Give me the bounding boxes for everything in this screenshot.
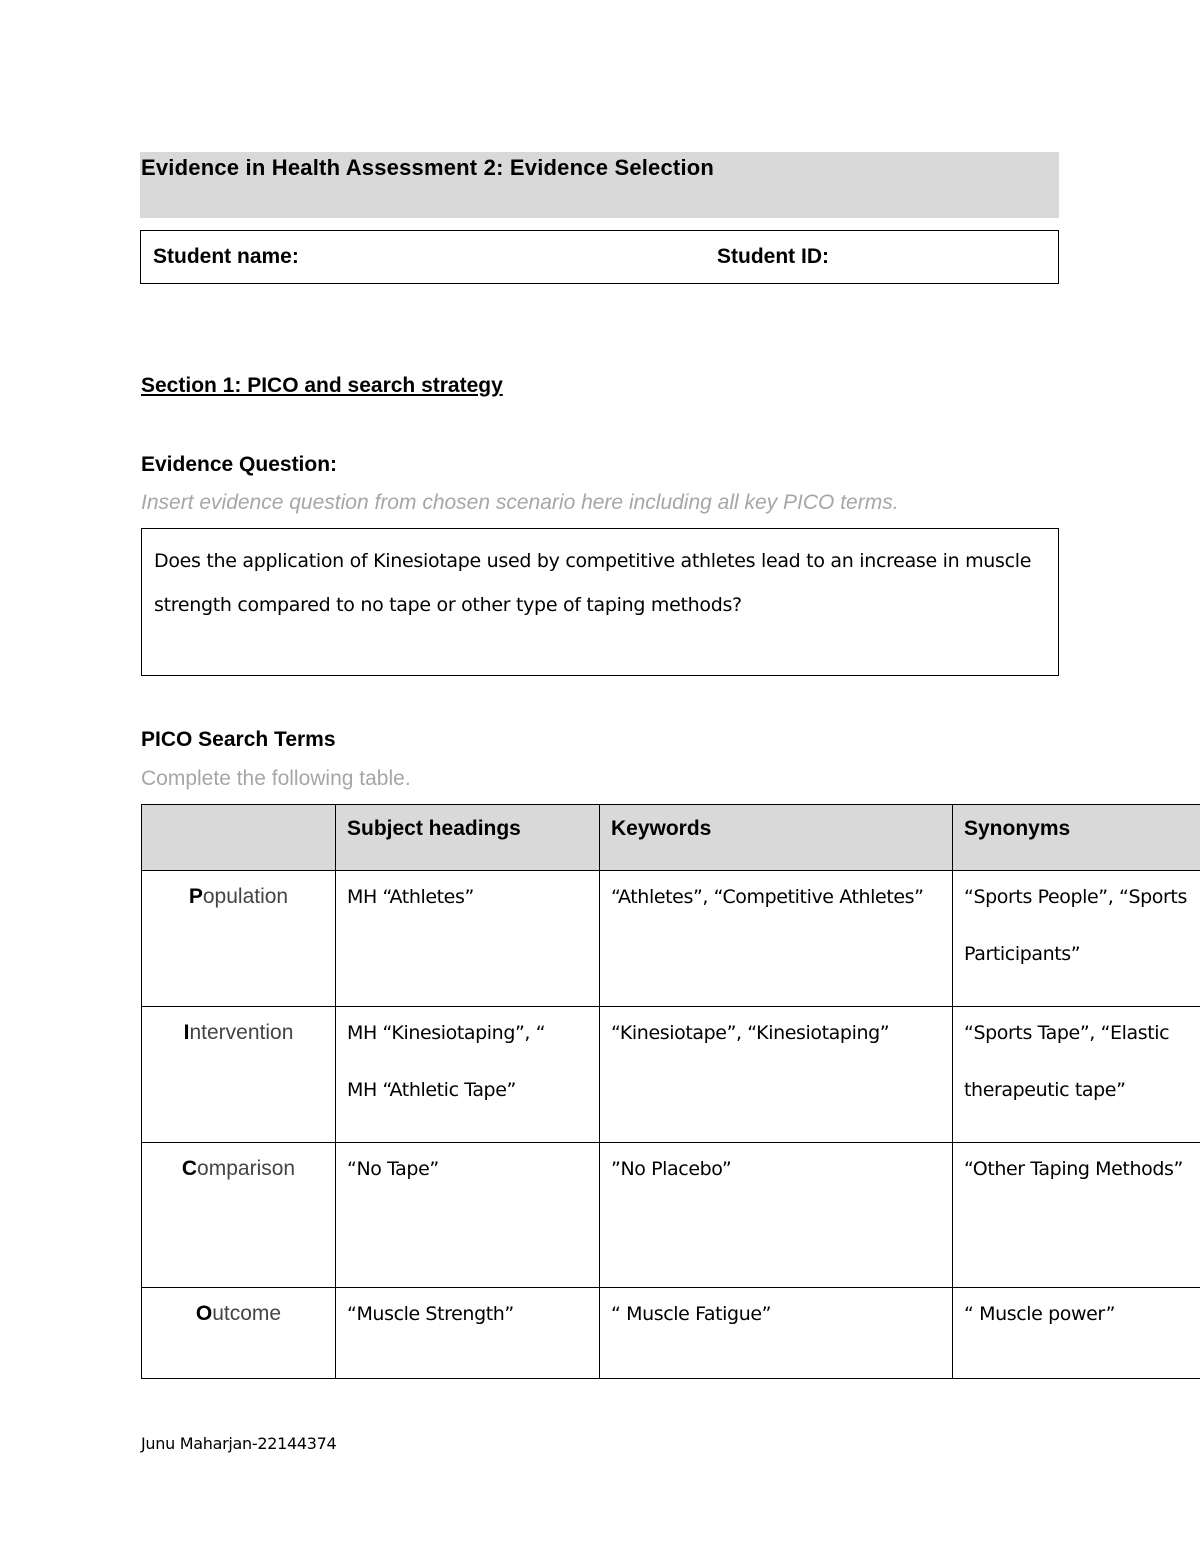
student-id-label: Student ID:	[717, 245, 829, 268]
pico-table	[141, 804, 1200, 1379]
synonyms-cell: “ Muscle power”	[953, 1288, 1200, 1379]
keywords-cell: “Kinesiotape”, “Kinesiotaping”	[600, 1007, 953, 1143]
subject-headings-cell: “Muscle Strength”	[336, 1288, 600, 1379]
keywords-cell: “Athletes”, “Competitive Athletes”	[600, 871, 953, 1007]
header-cell-synonyms: Synonyms	[953, 805, 1200, 871]
synonyms-cell: “Sports People”, “Sports Participants”	[953, 871, 1200, 1007]
row-label-outcome: Outcome	[142, 1288, 336, 1379]
evidence-question-label: Evidence Question:	[141, 453, 338, 476]
subject-headings-cell: MH “Kinesiotaping”, “ MH “Athletic Tape”	[336, 1007, 600, 1143]
subject-headings-cell: MH “Athletes”	[336, 871, 600, 1007]
student-info-box	[140, 230, 1059, 284]
footer-author: Junu Maharjan-22144374	[141, 1434, 337, 1453]
subject-headings-cell: “No Tape”	[336, 1143, 600, 1288]
table-row	[142, 1288, 1200, 1379]
table-row	[142, 1143, 1200, 1288]
header-cell-keywords: Keywords	[600, 805, 953, 871]
student-name-label: Student name:	[153, 245, 299, 268]
row-label-comparison: Comparison	[142, 1143, 336, 1288]
pico-hint: Complete the following table.	[141, 767, 411, 790]
row-label-intervention: Intervention	[142, 1007, 336, 1143]
header-cell-subject-headings: Subject headings	[336, 805, 600, 871]
evidence-question-hint: Insert evidence question from chosen scenario here including all key PICO terms.	[141, 491, 899, 514]
section-heading: Section 1: PICO and search strategy	[141, 374, 503, 397]
synonyms-cell: “Other Taping Methods”	[953, 1143, 1200, 1288]
synonyms-cell: “Sports Tape”, “Elastic therapeutic tape”	[953, 1007, 1200, 1143]
table-row	[142, 1007, 1200, 1143]
evidence-question-box: Does the application of Kinesiotape used by competitive athletes lead to an increase in muscle strength compared to no tape or other type of taping methods?	[141, 528, 1059, 676]
table-row	[142, 871, 1200, 1007]
row-label-population: Population	[142, 871, 336, 1007]
keywords-cell: ”No Placebo”	[600, 1143, 953, 1288]
keywords-cell: “ Muscle Fatigue”	[600, 1288, 953, 1379]
pico-heading: PICO Search Terms	[141, 728, 336, 751]
header-cell-blank	[142, 805, 336, 871]
page-title: Evidence in Health Assessment 2: Evidence Selection	[140, 152, 1059, 218]
pico-header-row	[142, 805, 1200, 871]
